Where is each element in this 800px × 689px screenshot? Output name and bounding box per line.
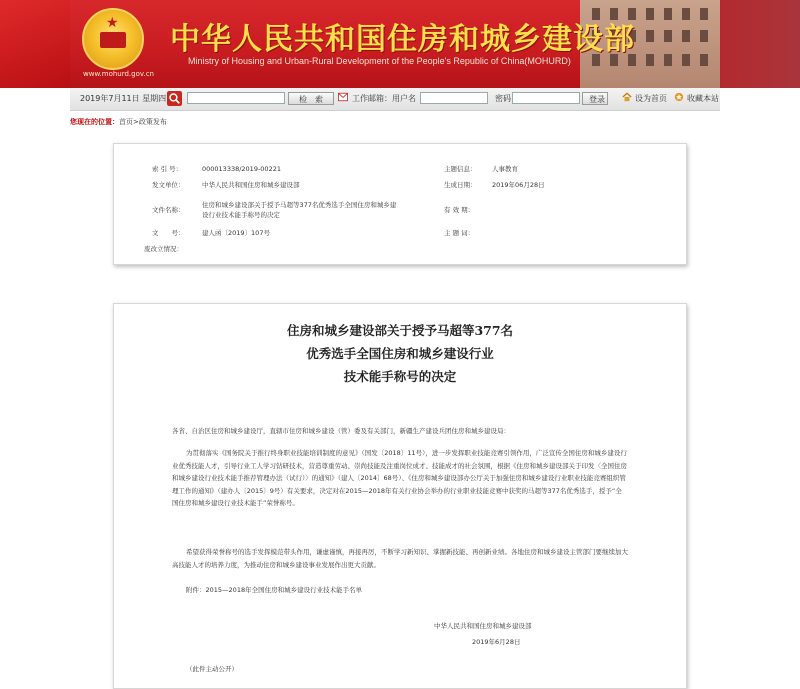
validity-label: 有 效 期： xyxy=(444,206,475,214)
top-toolbar xyxy=(70,88,720,111)
bookmark-link[interactable]: 收藏本站 xyxy=(687,94,719,103)
name-label: 文件名称： xyxy=(152,206,185,214)
doc-no-value: 建人函〔2019〕107号 xyxy=(202,229,270,237)
search-input[interactable] xyxy=(187,92,285,104)
webmail-label: 工作邮箱： xyxy=(352,94,392,103)
bookmark-icon xyxy=(674,92,684,102)
national-emblem-icon[interactable]: ★ xyxy=(82,8,144,70)
doc-no-label: 文 号： xyxy=(152,229,185,237)
doc-addressee: 各省、自治区住房和城乡建设厅，直辖市住房和城乡建设（管）委及有关部门，新疆生产建设兵团住房和城乡建设局： xyxy=(172,427,510,435)
login-button[interactable]: 登录 xyxy=(582,92,608,105)
doc-title-line-3: 技术能手称号的决定 xyxy=(343,369,457,384)
breadcrumb xyxy=(70,117,167,127)
home-icon xyxy=(622,92,632,102)
doc-paragraph-1: 为贯彻落实《国务院关于推行终身职业技能培训制度的意见》（国发〔2018〕11号），进一步发挥职业技能竞赛引领作用，广泛宣传全国住房和城乡建设行业优秀技能人才，引导行业工人学习钻研技术，营造尊重劳动、崇尚技能及注重岗位成才、技能成才的社会氛围，根据《住房和城乡建设部关于印发〈全国住房和城乡建设行业技术能手推荐管理办法（试行）〉的通知》（建人〔2014〕68号）、《住房和城乡建设部办公厅关于加强住房和城乡建设行业职业技能竞赛组织管理工作的通知》（建办人〔2015〕9号）有关要求，决定对在2015—2018年有关行业协会举办的行业职业技能竞赛中获奖的马超等377名优秀选手，授予“全国住房和城乡建设行业技术能手”荣誉称号。 xyxy=(172,449,627,507)
set-homepage-link[interactable]: 设为首页 xyxy=(635,94,667,103)
breadcrumb-home[interactable]: 首页 xyxy=(119,118,133,126)
date-value: 2019年06月28日 xyxy=(492,181,545,189)
document-content xyxy=(113,303,687,689)
date-label: 生成日期： xyxy=(444,181,477,189)
password-input[interactable] xyxy=(512,92,580,104)
current-date: 2019年7月11日 星期四 xyxy=(80,94,167,103)
doc-attachment[interactable]: 附件：2015—2018年全国住房和城乡建设行业技术能手名单 xyxy=(186,586,363,594)
username-label: 用户名 xyxy=(392,94,416,103)
doc-title-line-1: 住房和城乡建设部关于授予马超等377名 xyxy=(286,323,514,338)
issuer-label: 发文单位： xyxy=(152,181,185,189)
doc-title-line-2: 优秀选手全国住房和城乡建设行业 xyxy=(306,346,494,361)
breadcrumb-label: 您现在的位置： xyxy=(70,118,119,126)
username-input[interactable] xyxy=(420,92,488,104)
doc-signature: 中华人民共和国住房和城乡建设部 xyxy=(434,622,532,630)
keywords-label: 主 题 词： xyxy=(444,229,475,237)
category-label: 主题信息： xyxy=(444,165,477,173)
breadcrumb-separator: > xyxy=(133,118,139,126)
search-icon[interactable] xyxy=(167,91,182,106)
site-banner xyxy=(0,0,800,88)
site-title-english: Ministry of Housing and Urban-Rural Development of the People's Republic of China(MOHURD) xyxy=(188,56,571,66)
site-title: 中华人民共和国住房和城乡建设部 xyxy=(170,22,635,57)
flag-decoration xyxy=(0,0,70,88)
site-url: www.mohurd.gov.cn xyxy=(83,70,154,78)
password-label: 密码 xyxy=(495,94,511,103)
mail-icon xyxy=(338,92,348,102)
doc-paragraph-2: 希望获得荣誉称号的选手发挥模范带头作用，谦虚谨慎，再接再厉，不断学习新知识、掌握新技能、再创新业绩。各地住房和城乡建设主管部门要继续加大高技能人才的培养力度，为推动住房和城乡建设事业发展作出更大贡献。 xyxy=(172,548,628,569)
doc-disclosure: （此件主动公开） xyxy=(186,665,238,673)
document-meta-panel xyxy=(113,143,687,265)
issuer-value: 中华人民共和国住房和城乡建设部 xyxy=(202,181,300,189)
abolish-label: 废改立情况： xyxy=(144,245,183,253)
category-value: 人事教育 xyxy=(492,165,518,173)
breadcrumb-current[interactable]: 政策发布 xyxy=(138,118,167,126)
name-value: 住房和城乡建设部关于授予马超等377名优秀选手全国住房和城乡建设行业技术能手称号的决定 xyxy=(202,201,397,219)
search-button[interactable]: 检 索 xyxy=(288,92,334,105)
index-no-label: 索 引 号： xyxy=(152,165,183,173)
doc-signature-date: 2019年6月28日 xyxy=(472,638,521,646)
index-no-value: 000013338/2019-00221 xyxy=(202,165,281,173)
